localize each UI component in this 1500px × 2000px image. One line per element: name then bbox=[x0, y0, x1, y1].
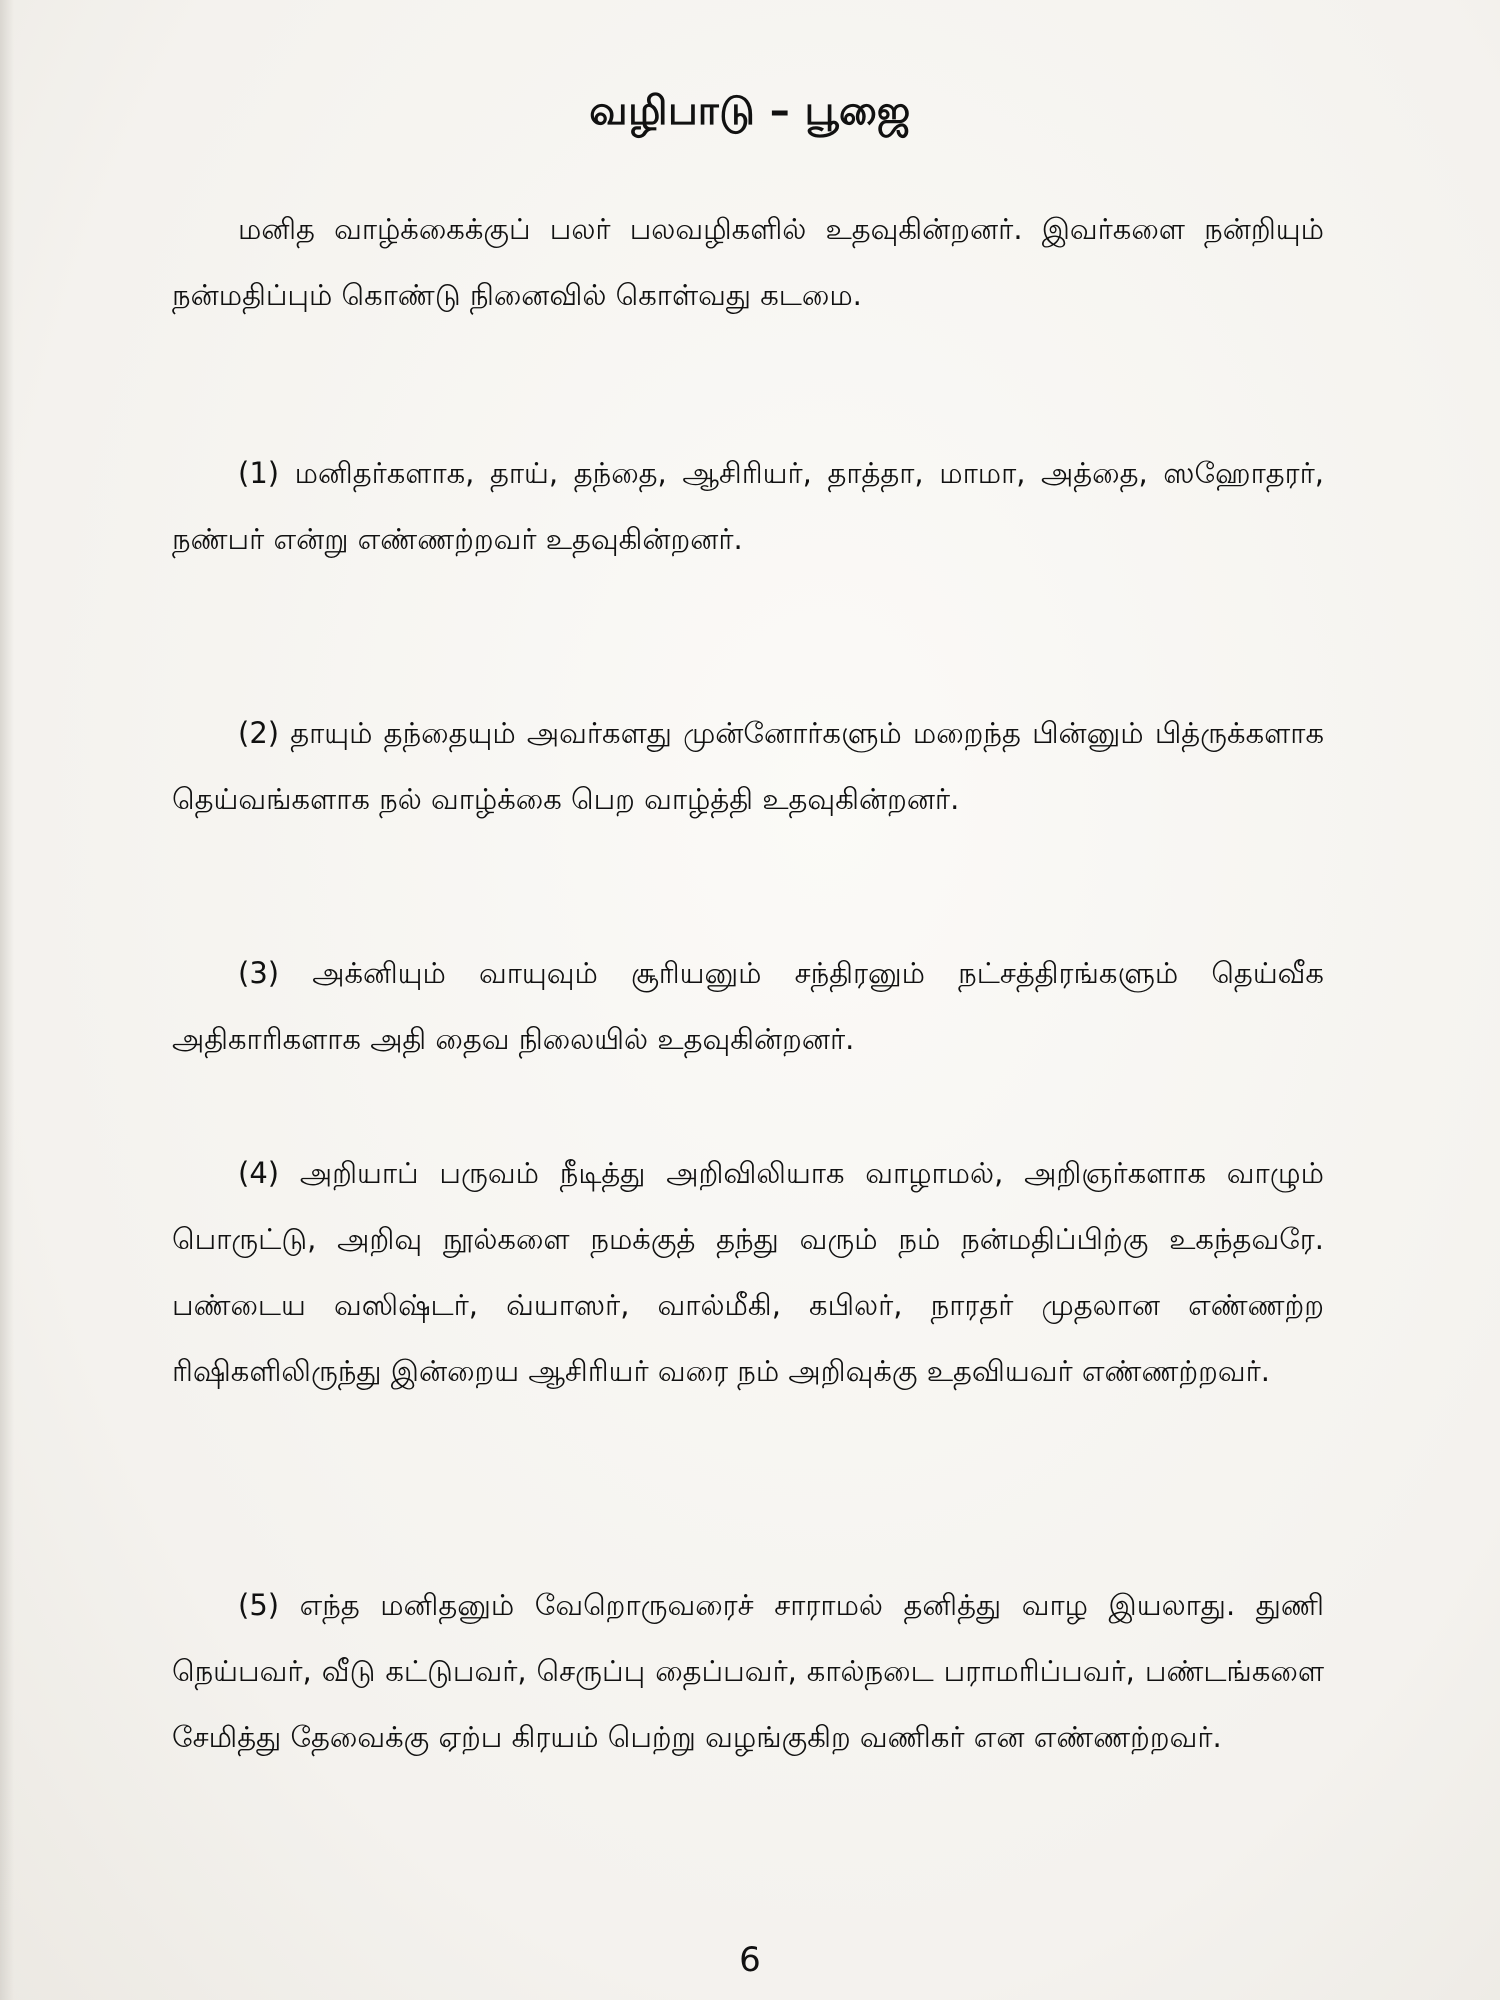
page-edge-shadow bbox=[0, 0, 14, 2000]
page-title: வழிபாடு – பூஜை bbox=[589, 88, 911, 134]
paragraph-5: (5) எந்த மனிதனும் வேறொருவரைச் சாராமல் தனித்து வாழ இயலாது. துணி நெய்பவர், வீடு கட்டுபவர், செருப்பு தைப்பவர், கால்நடை பராமரிப்பவர், பண்டங்களை சேமித்து தேவைக்கு ஏற்ப கிரயம் பெற்று வழங்குகிற வணிகர் என எண்ணற்றவர். bbox=[172, 1588, 1324, 1754]
paragraph-2: (2) தாயும் தந்தையும் அவர்களது முன்னோர்களும் மறைந்த பின்னும் பித்ருக்களாக தெய்வங்களாக நல் வாழ்க்கை பெற வாழ்த்தி உதவுகின்றனர். bbox=[172, 716, 1324, 816]
paragraph-4: (4) அறியாப் பருவம் நீடித்து அறிவிலியாக வாழாமல், அறிஞர்களாக வாழும் பொருட்டு, அறிவு நூல்களை நமக்குத் தந்து வரும் நம் நன்மதிப்பிற்கு உகந்தவரே. பண்டைய வஸிஷ்டர், வ்யாஸர், வால்மீகி, கபிலர், நாரதர் முதலான எண்ணற்ற ரிஷிகளிலிருந்து இன்றைய ஆசிரியர் வரை நம் அறிவுக்கு உதவியவர் எண்ணற்றவர். bbox=[172, 1156, 1324, 1388]
paragraph-intro: மனித வாழ்க்கைக்குப் பலர் பலவழிகளில் உதவுகின்றனர். இவர்களை நன்றியும் நன்மதிப்பும் கொண்டு நினைவில் கொள்வது கடமை. bbox=[172, 212, 1324, 312]
page-number: 6 bbox=[739, 1940, 761, 1980]
paragraph-1: (1) மனிதர்களாக, தாய், தந்தை, ஆசிரியர், தாத்தா, மாமா, அத்தை, ஸஹோதரர், நண்பர் என்று எண்ணற்றவர் உதவுகின்றனர். bbox=[172, 456, 1324, 556]
paragraph-3: (3) அக்னியும் வாயுவும் சூரியனும் சந்திரனும் நட்சத்திரங்களும் தெய்வீக அதிகாரிகளாக அதி தைவ நிலையில் உதவுகின்றனர். bbox=[172, 956, 1324, 1056]
